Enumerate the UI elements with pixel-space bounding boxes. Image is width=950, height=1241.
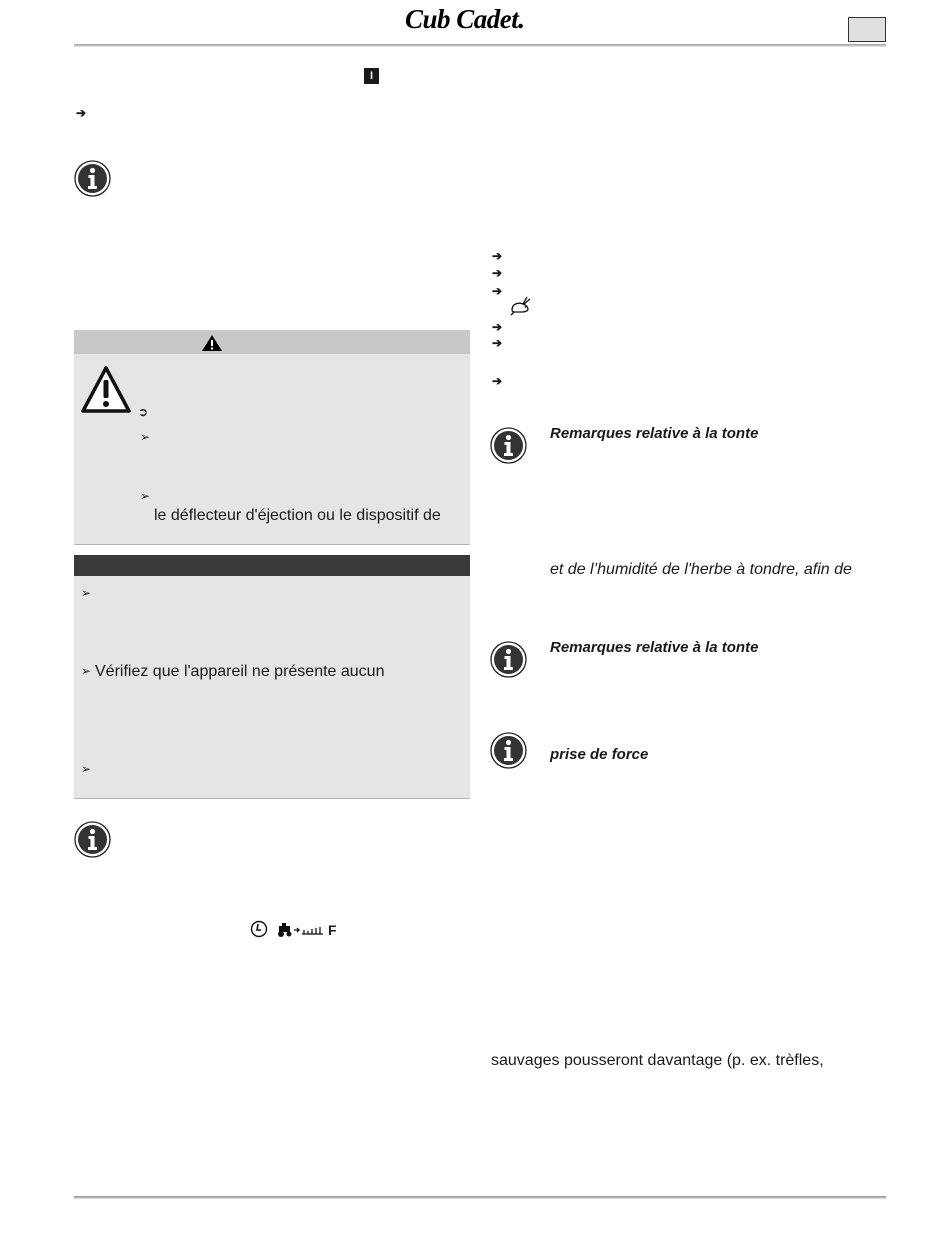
- warning-icon: [201, 334, 223, 352]
- info-icon: [74, 821, 111, 858]
- language-box: [848, 17, 886, 42]
- pictogram-letter: F: [328, 922, 337, 938]
- section-marker: I: [364, 68, 379, 84]
- warning-box: [74, 330, 470, 545]
- footer-rule: [74, 1196, 886, 1199]
- arrow-bullet: ➔: [492, 284, 503, 298]
- attention-bullet-2: ➢: [81, 664, 92, 678]
- info-icon: [74, 160, 111, 197]
- arrow-bullet: ➔: [492, 249, 503, 263]
- brand-logo: Cub Cadet.: [405, 4, 525, 34]
- arrow-bullet: ➔: [492, 266, 503, 280]
- arrow-bullet: ➔: [76, 106, 87, 120]
- note-title: Remarques relative à la tonte: [550, 639, 759, 656]
- warning-bullet-circle: ➲: [138, 405, 149, 419]
- warning-icon: [80, 365, 132, 415]
- body-text-line: sauvages pousseront davantage (p. ex. trèfles,: [491, 1052, 824, 1069]
- info-icon: [490, 732, 527, 769]
- info-icon: [490, 641, 527, 678]
- arrow-bullet: ➔: [492, 374, 503, 388]
- info-icon: [490, 427, 527, 464]
- italic-text-line: et de l’humidité de l'herbe à tondre, afin de: [550, 561, 852, 578]
- rabbit-icon: [508, 294, 532, 316]
- clock-icon: [250, 920, 268, 938]
- tractor-icon: [277, 922, 327, 938]
- warning-bullet-2: ➢: [140, 489, 151, 503]
- note-title: Remarques relative à la tonte: [550, 425, 759, 442]
- attention-box: [74, 555, 470, 799]
- arrow-bullet: ➔: [492, 336, 503, 350]
- warning-bullet-1: ➢: [140, 430, 151, 444]
- header-rule: [74, 44, 886, 47]
- attention-header: [74, 555, 470, 576]
- warning-text-line: le déflecteur d'éjection ou le dispositif de: [154, 507, 441, 524]
- attention-bullet-1: ➢: [81, 586, 92, 600]
- arrow-bullet: ➔: [492, 320, 503, 334]
- attention-bullet-3: ➢: [81, 762, 92, 776]
- attention-text-line: Vérifiez que l'appareil ne présente aucun: [95, 663, 385, 680]
- note-title: prise de force: [550, 746, 649, 763]
- warning-header: [74, 330, 470, 354]
